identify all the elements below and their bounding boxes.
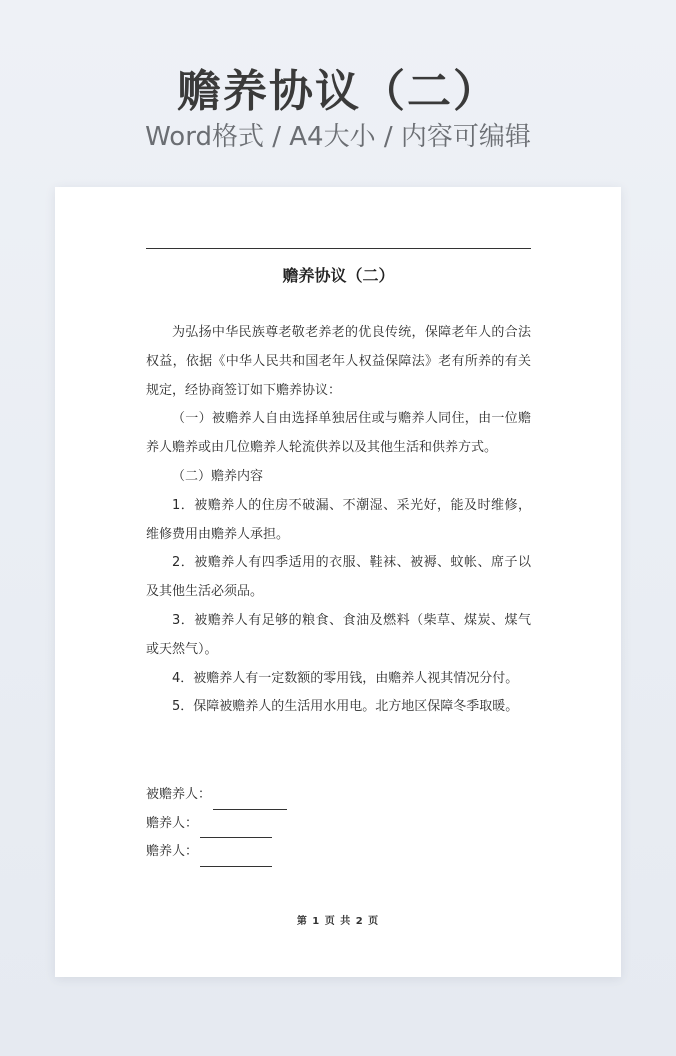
page-number: 第 1 页 共 2 页 — [296, 916, 380, 927]
signature-blank[interactable] — [213, 793, 287, 810]
signature-label: 赡养人： — [146, 815, 199, 831]
signature-blank[interactable] — [200, 850, 272, 867]
signature-block — [146, 781, 531, 867]
signature-blank[interactable] — [200, 821, 272, 838]
signature-line-supported-person — [146, 781, 531, 810]
banner-subtitle: Word格式 / A4大小 / 内容可编辑 — [145, 122, 531, 152]
paragraph-item-4: 4．被赡养人有一定数额的零用钱，由赡养人视其情况分付。 — [172, 670, 519, 686]
paragraph-item-3: 3．被赡养人有足够的粮食、食油及燃料（柴草、煤炭、煤气或天然气）。 — [146, 612, 531, 657]
signature-line-supporter-2 — [146, 838, 531, 867]
paragraph-clause-1: （一）被赡养人自由选择单独居住或与赡养人同住，由一位赡养人赡养或由几位赡养人轮流供养以及其他生活和供养方式。 — [146, 411, 531, 456]
banner-title: 赡养协议（二） — [177, 66, 499, 117]
paragraph-intro: 为弘扬中华民族尊老敬老养老的优良传统，保障老年人的合法权益，依据《中华人民共和国老年人权益保障法》老有所养的有关规定，经协商签订如下赡养协议： — [146, 325, 531, 398]
paragraph-item-1: 1．被赡养人的住房不破漏、不潮湿、采光好，能及时维修，维修费用由赡养人承担。 — [146, 497, 531, 542]
document-body — [146, 319, 531, 722]
signature-label: 赡养人： — [146, 844, 199, 859]
signature-line-supporter-1 — [146, 810, 531, 839]
paragraph-item-5: 5．保障被赡养人的生活用水用电。北方地区保障冬季取暖。 — [172, 699, 519, 715]
document-page — [55, 187, 621, 977]
paragraph-item-2: 2．被赡养人有四季适用的衣服、鞋袜、被褥、蚊帐、席子以及其他生活必须品。 — [146, 555, 531, 600]
header-rule — [146, 248, 531, 249]
paragraph-clause-2-heading: （二）赡养内容 — [172, 468, 264, 484]
signature-label: 被赡养人： — [146, 787, 212, 802]
document-title: 赡养协议（二） — [282, 266, 395, 285]
